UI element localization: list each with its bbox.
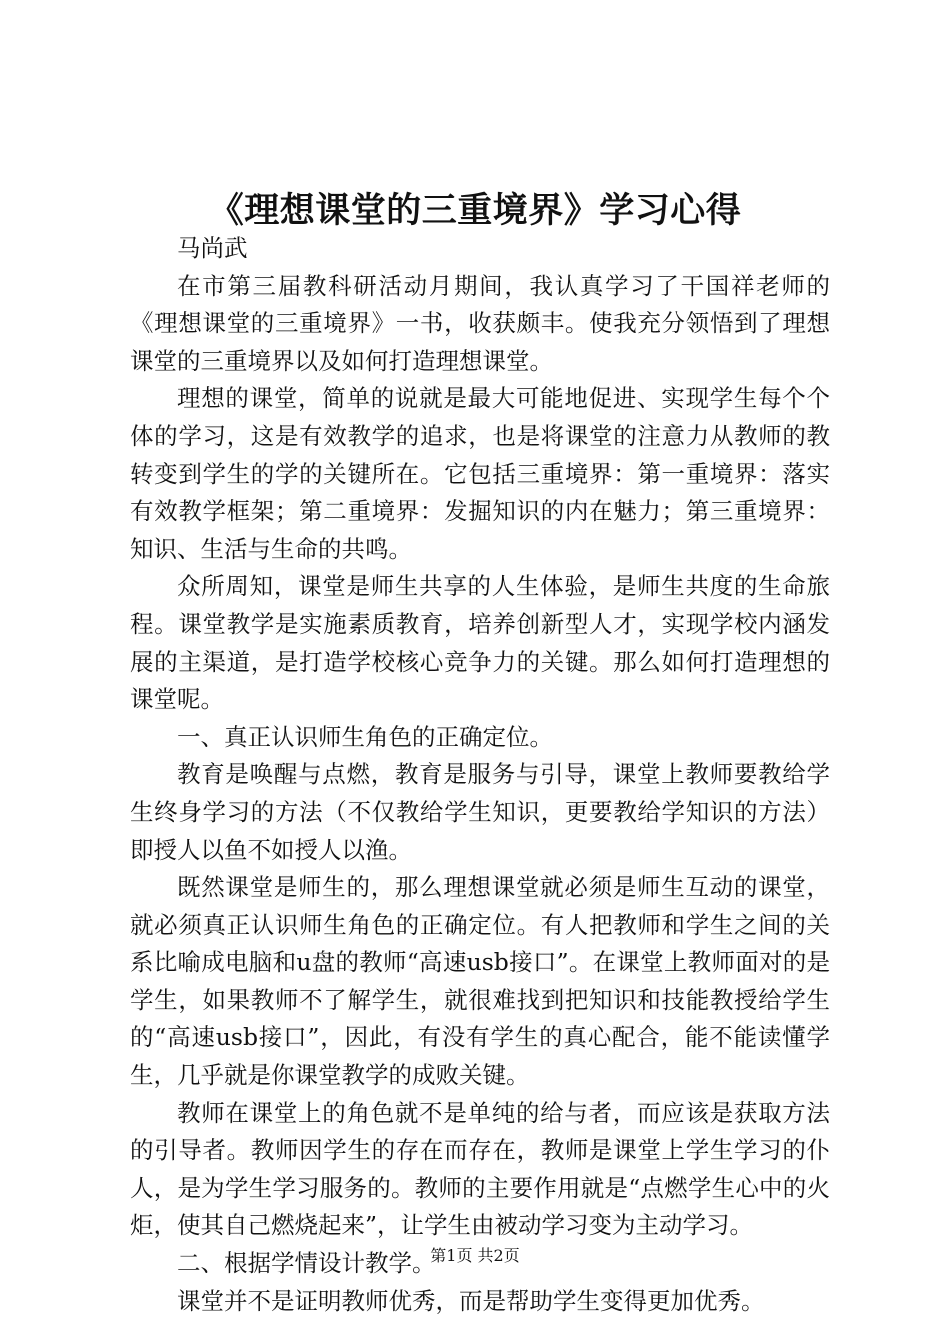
paragraph: 教育是唤醒与点燃，教育是服务与引导，课堂上教师要教给学生终身学习的方法（不仅教给学生知识，更要教给学知识的方法）即授人以鱼不如授人以渔。 [130,760,830,864]
paragraph: 在市第三届教科研活动月期间，我认真学习了干国祥老师的《理想课堂的三重境界》一书，收获颇丰。使我充分领悟到了理想课堂的三重境界以及如何打造理想课堂。 [130,271,830,375]
document-title: 《理想课堂的三重境界》学习心得 [208,190,742,231]
document-body [130,230,830,1320]
paragraph: 众所周知，课堂是师生共享的人生体验，是师生共度的生命旅程。课堂教学是实施素质教育，培养创新型人才，实现学校内涵发展的主渠道，是打造学校核心竞争力的关键。那么如何打造理想的课堂呢。 [130,572,830,714]
page-footer: 第1页 共2页 [430,1246,520,1265]
paragraph: 教师在课堂上的角色就不是单纯的给与者，而应该是获取方法的引导者。教师因学生的存在而存在，教师是课堂上学生学习的仆人，是为学生学习服务的。教师的主要作用就是“点燃学生心中的火炬，使其自己燃烧起来”，让学生由被动学习变为主动学习。 [130,1098,830,1240]
paragraph: 理想的课堂，简单的说就是最大可能地促进、实现学生每个个体的学习，这是有效教学的追求，也是将课堂的注意力从教师的教转变到学生的学的关键所在。它包括三重境界：第一重境界：落实有效教学框架；第二重境界：发掘知识的内在魅力；第三重境界：知识、生活与生命的共鸣。 [130,384,830,563]
author-name: 马尚武 [177,234,248,262]
paragraph: 课堂并不是证明教师优秀，而是帮助学生变得更加优秀。 [177,1286,765,1315]
paragraph: 既然课堂是师生的，那么理想课堂就必须是师生互动的课堂，就必须真正认识师生角色的正确定位。有人把教师和学生之间的关系比喻成电脑和u盘的教师“高速usb接口”。在课堂上教师面对的是学生，如果教师不了解学生，就很难找到把知识和技能教授给学生的“高速usb接口”，因此，有没有学生的真心配合，能不能读懂学生，几乎就是你课堂教学的成败关键。 [130,873,830,1090]
section-heading: 二、根据学情设计教学。 [177,1249,436,1278]
section-heading: 一、真正认识师生角色的正确定位。 [177,722,553,751]
